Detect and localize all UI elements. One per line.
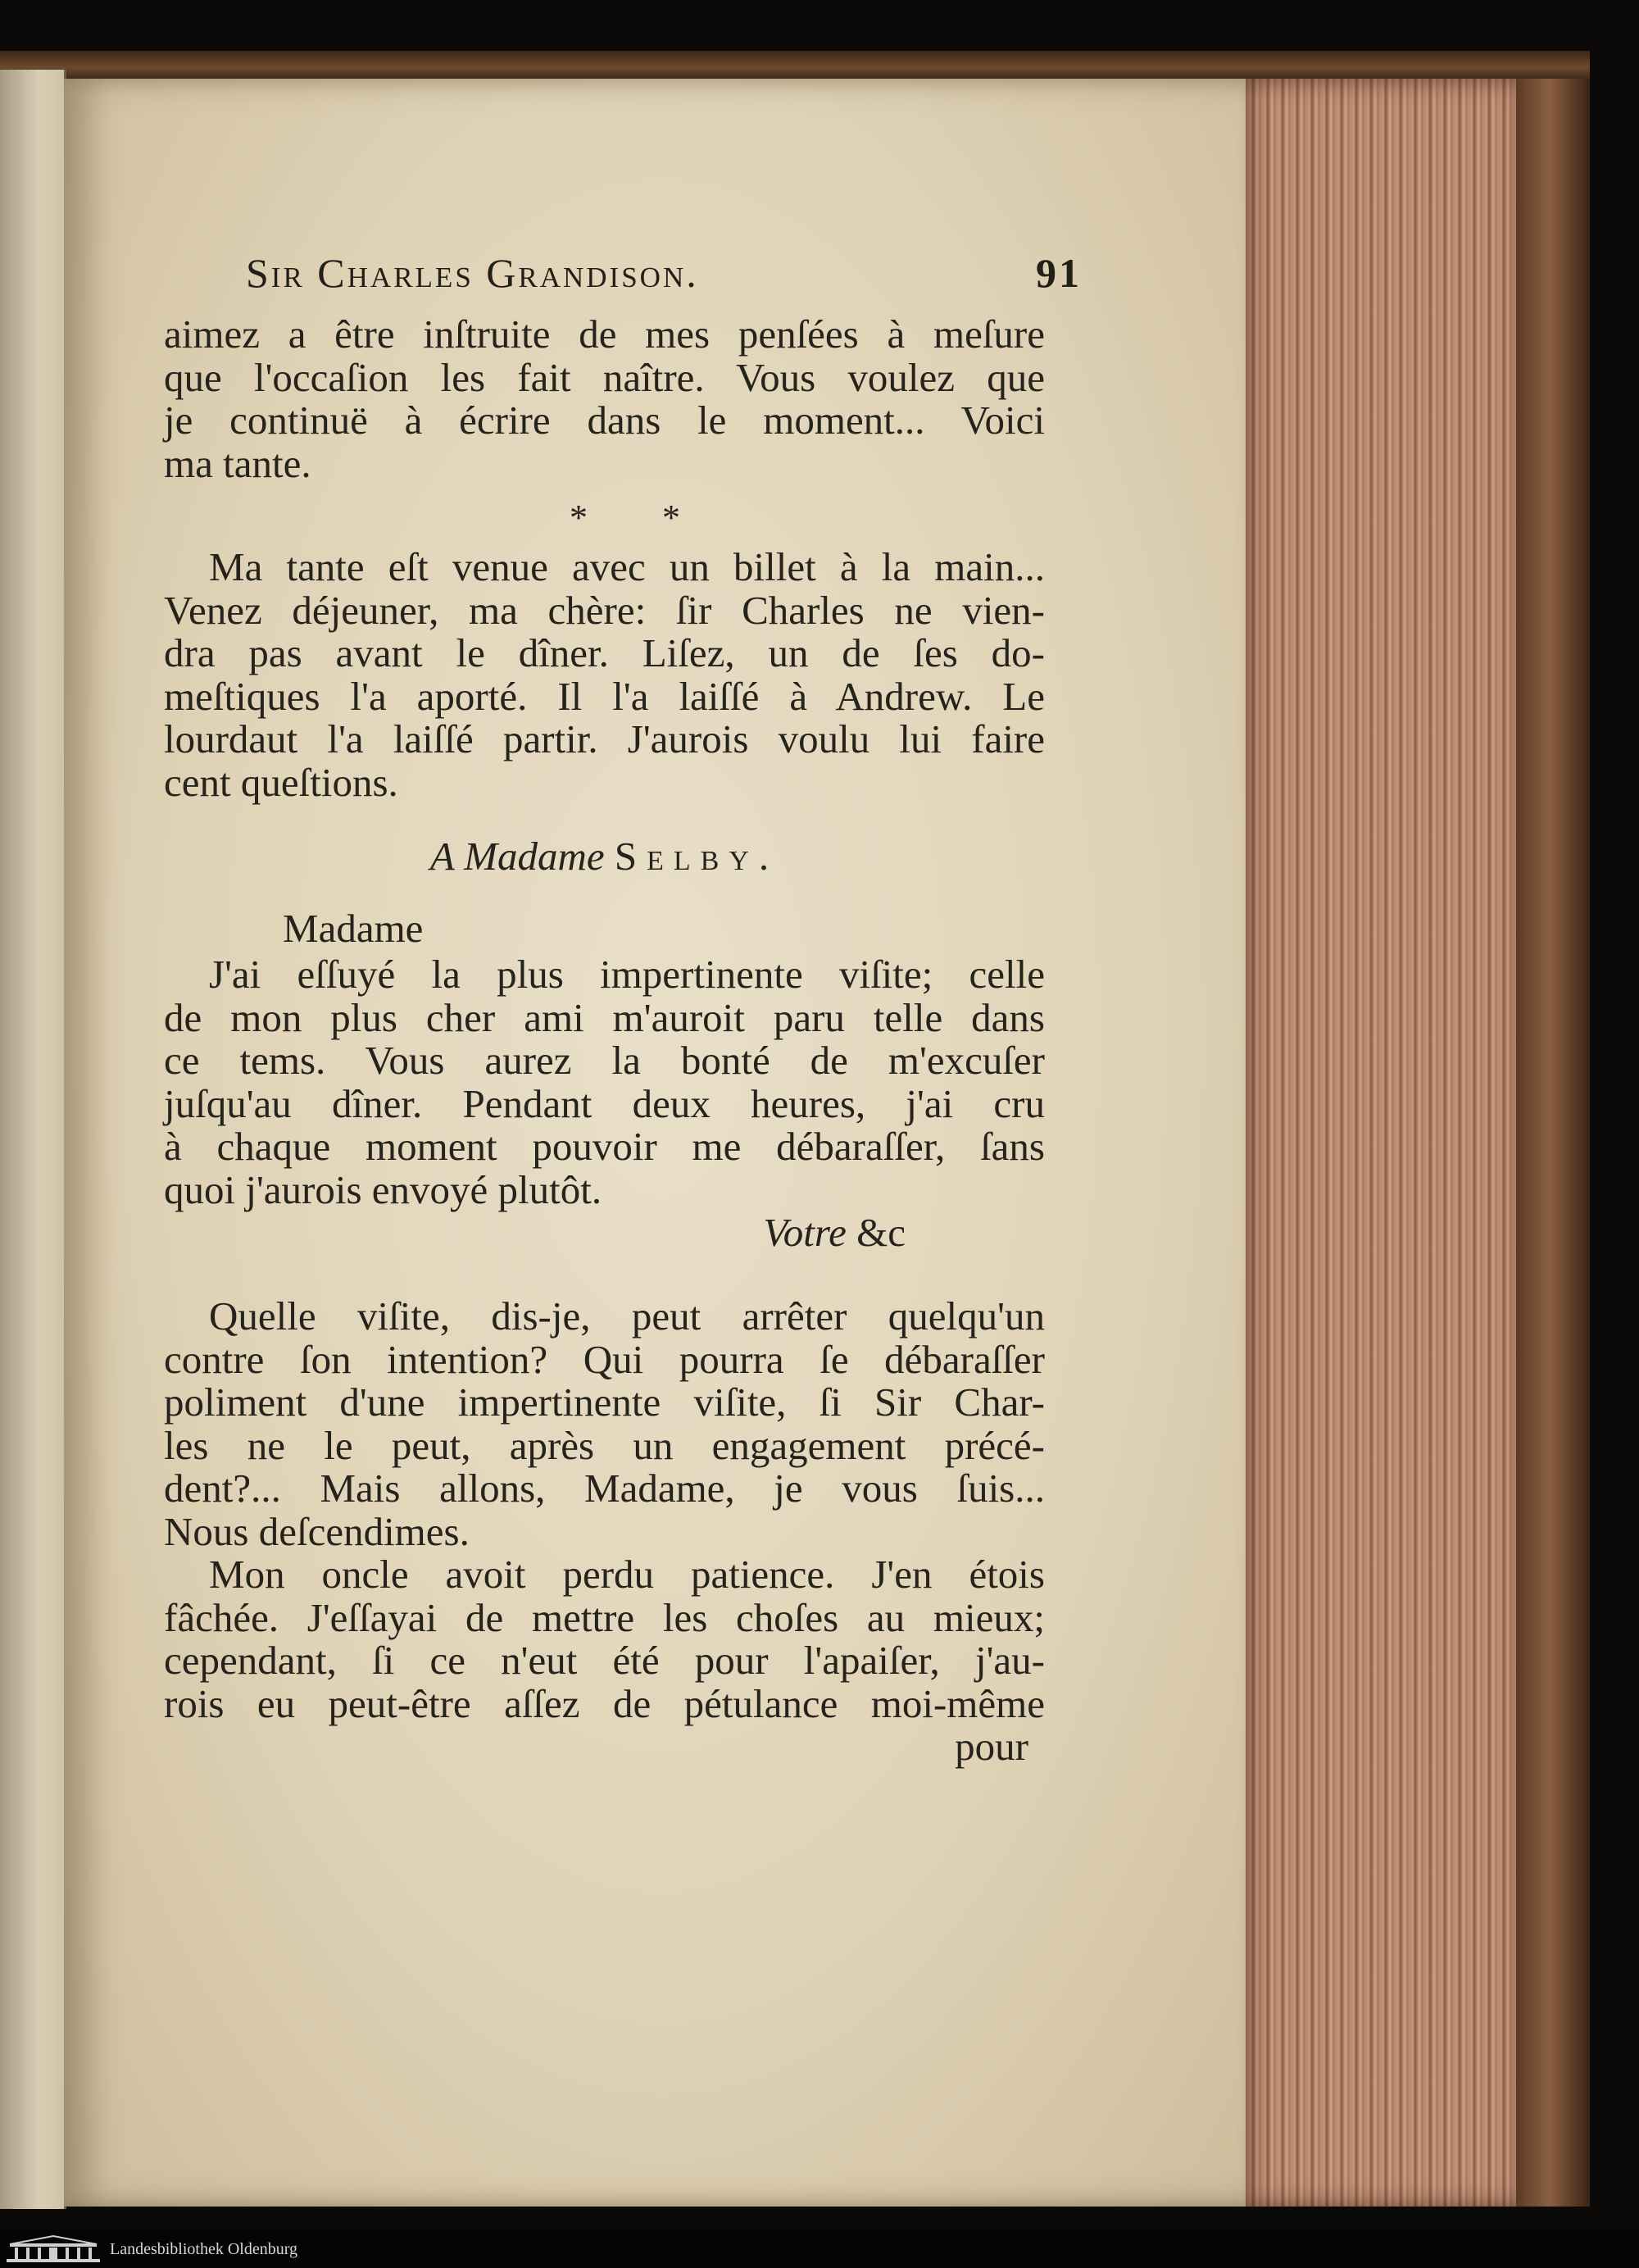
text-line: Nous deſcendimes.: [164, 1508, 470, 1554]
text-line: juſqu'au dîner. Pendant deux heures, j'ai cru: [164, 1080, 1045, 1126]
book-cover-edge: [1516, 79, 1590, 2207]
page-edges: [1246, 79, 1524, 2207]
library-name: Landesbibliothek Oldenburg: [110, 2240, 298, 2258]
paragraph-4: [164, 1553, 1045, 1725]
text-line: J'ai eſſuyé la plus impertinente viſite; celle: [209, 952, 1045, 997]
text-line: quoi j'aurois envoyé plutôt.: [164, 1166, 602, 1212]
text-line: Venez déjeuner, ma chère: ſir Charles ne vien-: [164, 587, 1045, 633]
text-line: aimez a être inſtruite de mes penſées à meſure: [164, 311, 1045, 357]
text-line: Quelle viſite, dis-je, peut arrêter quelqu'un: [209, 1293, 1045, 1339]
footer-bar: [0, 2229, 1639, 2268]
text-line: lourdaut l'a laiſſé partir. J'aurois voulu lui faire: [164, 716, 1045, 761]
letter-closing-word: Votre: [763, 1210, 847, 1255]
paragraph-2: [164, 546, 1045, 804]
text-line: que l'occaſion les fait naître. Vous voulez que: [164, 354, 1045, 400]
running-header: [246, 246, 1082, 298]
text-line: poliment d'une impertinente viſite, ſi Sir Char-: [164, 1379, 1045, 1425]
text-line: je continuë à écrire dans le moment... Voici: [164, 398, 1045, 443]
page-text: [164, 313, 1045, 1768]
text-line: dent?... Mais allons, Madame, je vous ſuis...: [164, 1466, 1045, 1511]
letter-closing: [164, 1211, 1045, 1254]
text-line: les ne le peut, après un engagement précé-: [164, 1422, 1045, 1468]
text-line: rois eu peut-être aſſez de pétulance moi-même: [164, 1680, 1045, 1726]
text-line: contre ſon intention? Qui pourra ſe débaraſſer: [164, 1336, 1045, 1382]
catchword: pour: [955, 1724, 1028, 1769]
text-line: ma tante.: [164, 440, 311, 486]
letter-heading-name: Selby.: [614, 834, 779, 879]
text-line: de mon plus cher ami m'auroit paru telle dans: [164, 994, 1045, 1040]
text-line: meſtiques l'a aporté. Il l'a laiſſé à Andrew. Le: [164, 673, 1045, 719]
letter-closing-etc: &c: [856, 1210, 906, 1255]
paragraph-1: [164, 313, 1045, 485]
text-line: cependant, ſi ce n'eut été pour l'apaiſer, j'au-: [164, 1638, 1045, 1683]
letter-heading: [164, 835, 1045, 878]
previous-page-edge: [0, 70, 66, 2209]
letter-heading-prefix: A Madame: [429, 834, 605, 879]
running-title: Sir Charles Grandison.: [246, 250, 699, 296]
text-line: dra pas avant le dîner. Liſez, un de ſes do-: [164, 630, 1045, 675]
text-line: fâchée. J'eſſayai de mettre les choſes au mieux;: [164, 1594, 1045, 1640]
text-line: à chaque moment pouvoir me débaraſſer, ſans: [164, 1124, 1045, 1169]
paragraph-3: [164, 1295, 1045, 1553]
page-number: 91: [1036, 250, 1082, 296]
text-line: Mon oncle avoit perdu patience. J'en étois: [209, 1552, 1045, 1597]
section-separator: * *: [570, 498, 713, 538]
library-building-icon: [5, 2234, 102, 2264]
letter-body: [164, 953, 1045, 1211]
text-line: Ma tante eſt venue avec un billet à la main...: [209, 544, 1045, 589]
text-line: ce tems. Vous aurez la bonté de m'excuſer: [164, 1038, 1045, 1083]
letter-salutation: Madame: [283, 906, 424, 951]
text-line: cent queſtions.: [164, 759, 398, 805]
